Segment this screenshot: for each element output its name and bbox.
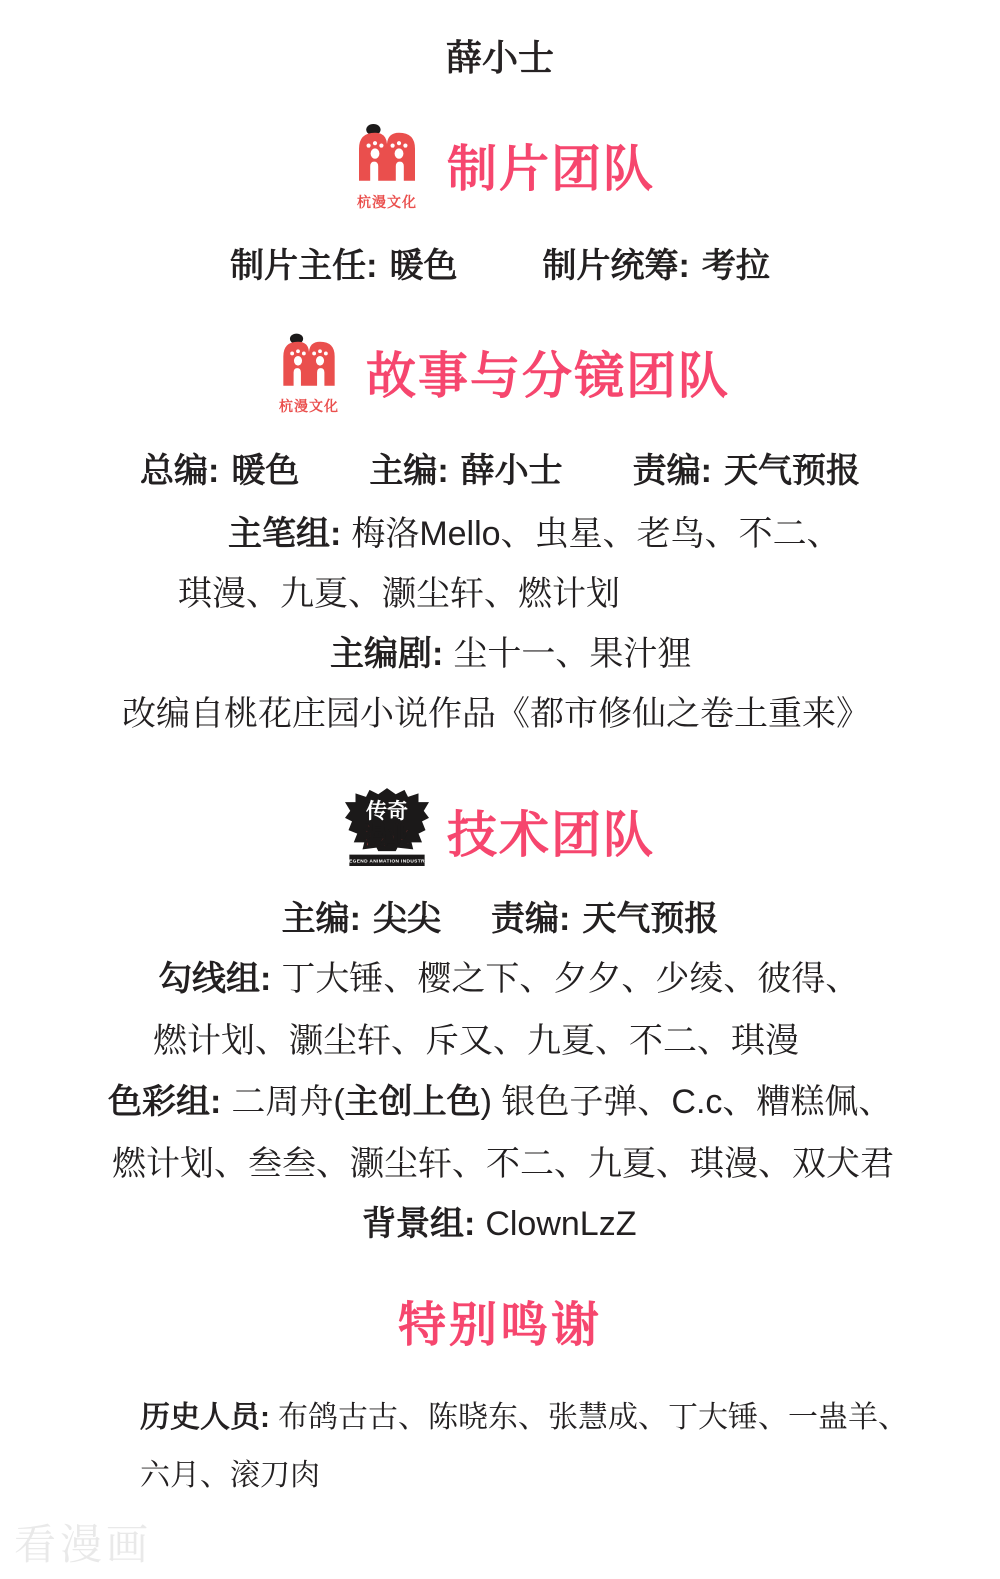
story-team-heading: 故事与分镜团队 <box>366 348 730 404</box>
production-team-header <box>0 118 1000 212</box>
tech-background-name: ClownLzZ <box>485 1205 637 1243</box>
story-editors-row <box>0 443 1000 492</box>
story-chief-editor-label: 总编: <box>140 452 220 490</box>
story-adaptation-text: 改编自桃花庄园小说作品《都市修仙之卷土重来》 <box>122 695 870 733</box>
thanks-history-names1: 布鸽古古、陈晓东、张慧成、丁大锤、一蛊羊、 <box>278 1401 908 1434</box>
tech-background-label: 背景组: <box>362 1205 476 1243</box>
story-chief-editor-name: 暖色 <box>231 452 300 490</box>
tech-color-role: 主创上色 <box>344 1083 481 1121</box>
tech-lineart-label: 勾线组: <box>158 960 272 998</box>
special-thanks-heading: 特别鸣谢 <box>397 1299 602 1352</box>
legend-logo-top-text: 传奇 <box>366 799 408 823</box>
tech-lineart-names2: 燃计划、灏尘轩、斥又、九夏、不二、琪漫 <box>153 1022 799 1060</box>
tech-color-names2: 燃计划、叁叁、灏尘轩、不二、九夏、琪漫、双犬君 <box>112 1145 894 1183</box>
hangman-culture-logo <box>345 118 429 212</box>
thanks-history-line1 <box>140 1392 908 1436</box>
thanks-history-names2: 六月、滚刀肉 <box>140 1459 320 1492</box>
tech-background-line <box>362 1196 637 1245</box>
author-name: 薛小士 <box>445 37 554 78</box>
tech-editor-name: 尖尖 <box>373 900 441 938</box>
story-artists-line1 <box>228 506 841 555</box>
story-writers-label: 主编剧: <box>330 635 444 673</box>
story-editor-label: 主编: <box>369 452 449 490</box>
thanks-history-line2 <box>140 1450 320 1494</box>
tech-lineart-line2 <box>153 1013 799 1062</box>
hangman-culture-logo-text: 杭漫文化 <box>279 398 339 414</box>
legend-logo-subtitle-text: LEGEND ANIMATION INDUSTRY <box>345 859 429 865</box>
tech-color-line1 <box>108 1074 892 1123</box>
production-coordinator-name: 考拉 <box>701 247 770 285</box>
tech-resp-editor-label: 责编: <box>491 900 571 938</box>
story-artists-line2 <box>178 566 620 615</box>
tech-resp-editor-name: 天气预报 <box>582 900 719 938</box>
story-artists-names1: 梅洛Mello、虫星、老鸟、不二、 <box>351 515 841 553</box>
story-artists-names2: 琪漫、九夏、灏尘轩、燃计划 <box>178 575 620 613</box>
tech-lineart-names1: 丁大锤、樱之下、夕夕、少绫、彼得、 <box>281 960 860 998</box>
story-editor-name: 薛小士 <box>460 452 563 490</box>
story-resp-editor-label: 责编: <box>632 452 712 490</box>
kanmanhua-watermark: 看漫画 <box>14 1521 153 1568</box>
hangman-paw-m-icon <box>276 328 342 398</box>
tech-editors-row <box>0 891 1000 940</box>
story-resp-editor <box>633 443 860 492</box>
story-editor <box>369 443 562 492</box>
story-adaptation-line <box>122 686 870 735</box>
tech-editor <box>282 891 441 940</box>
production-coordinator <box>543 238 770 287</box>
tech-color-label: 色彩组: <box>108 1083 222 1121</box>
story-artists-label: 主笔组: <box>228 515 342 553</box>
story-team-header <box>0 328 1000 416</box>
story-writers-names: 尘十一、果汁狸 <box>453 635 692 673</box>
production-director <box>230 238 457 287</box>
hangman-culture-logo <box>270 328 348 416</box>
hangman-culture-logo-text: 杭漫文化 <box>357 194 417 210</box>
tech-color-names1: ) 银色子弹、C.c、糟糕佩、 <box>480 1083 893 1121</box>
production-staff-row <box>0 238 1000 287</box>
story-resp-editor-name: 天气预报 <box>723 452 860 490</box>
tech-color-line2 <box>112 1136 894 1185</box>
hangman-paw-m-icon <box>351 118 423 194</box>
tech-color-artist: 二周舟( <box>231 1083 345 1121</box>
thanks-history-label: 历史人员: <box>140 1401 270 1434</box>
production-director-name: 暖色 <box>389 247 458 285</box>
tech-team-heading: 技术团队 <box>447 807 655 863</box>
tech-resp-editor <box>491 891 718 940</box>
story-chief-editor <box>140 443 299 492</box>
production-director-label: 制片主任: <box>230 247 378 285</box>
story-writers-line <box>330 626 691 675</box>
tech-lineart-line1 <box>158 951 859 1000</box>
production-team-heading: 制片团队 <box>447 141 655 197</box>
legend-logo-bottom-text: 漫业 <box>363 824 411 851</box>
production-coordinator-label: 制片统筹: <box>542 247 690 285</box>
tech-editor-label: 主编: <box>281 900 361 938</box>
legend-starburst-icon <box>345 788 429 874</box>
legend-animation-logo <box>345 788 429 874</box>
tech-team-header <box>0 788 1000 874</box>
